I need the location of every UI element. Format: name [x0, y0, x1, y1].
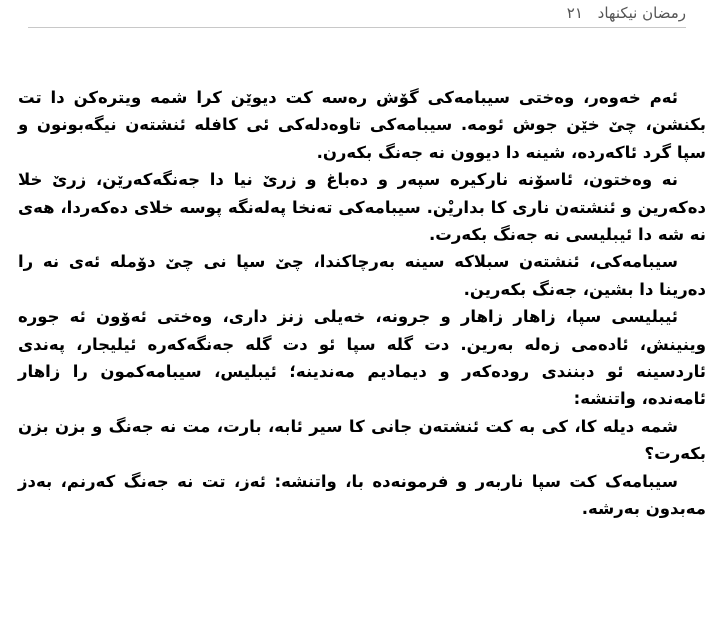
- body-text: [18, 84, 706, 523]
- header-rule: [28, 27, 686, 28]
- paragraph: ئیبلیسی سپا، زاهار زاهار و جرونە، خەیلی زنز داری، وەختی ئەۆون ئە جورە وینینش، ئادەمی زەلە بەرین. دت گلە سپا ئو دت گلە جەنگەکەرە ئیلیجار، پەندی ئاردسینە ئو دبنندی رودەکەر و دیمادیم مەندینە؛ ئیبلیس، سیبامەکمون را زاهار ئامەندە، واتنشە:: [18, 307, 706, 409]
- paragraph: سیبامەکی، ئنشتەن سبلاکە سینە بەرچاکندا، چێ سپا نی چێ دۆملە ئەی نە را دەرینا دا بشین، جەنگ بکەرین.: [18, 252, 706, 299]
- paragraph: شمە دیلە کا، کی بە کت ئنشتەن جانی کا سیر ئابە، بارت، مت نە جەنگ و بزن بزن بکەرت؟: [18, 416, 706, 464]
- paragraph: ئەم خەوەر، وەختی سیبامەکی گۆش رەسە کت دیوێن کرا شمە ویترەکن دا تت بکنشن، چێ خێن جوش ئومە. سیبامەکی تاوەدلەکی ئی کافلە ئنشتەن نیگەبونون و سپا گرد ئاکەردە، شینە دا دیوون نە جەنگ بکەرن.: [18, 88, 706, 162]
- paragraph: نە وەختون، ئاسۆنە نارکیرە سپەر و دەباغ و زرێ نیا دا جەنگەکەرێن، زرێ خلا دەکەرین و ئنشتەن ناری کا بداریْن. سیبامەکی تەنخا پەلەنگە پوسە خلای دەکەردا، هەی نە شە دا ئیبلیسی نە جەنگ بکەرت.: [18, 170, 706, 245]
- paragraph: سیبامەک کت سپا ناربەر و فرمونەدە با، واتنشە: ئەز، تت نە جەنگ کەرنم، بەدز مەبدون بەرشە.: [18, 471, 706, 519]
- page-number: ٢١: [566, 4, 583, 22]
- running-header: [567, 4, 686, 22]
- header-author: رمضان نیکنهاد: [597, 4, 686, 22]
